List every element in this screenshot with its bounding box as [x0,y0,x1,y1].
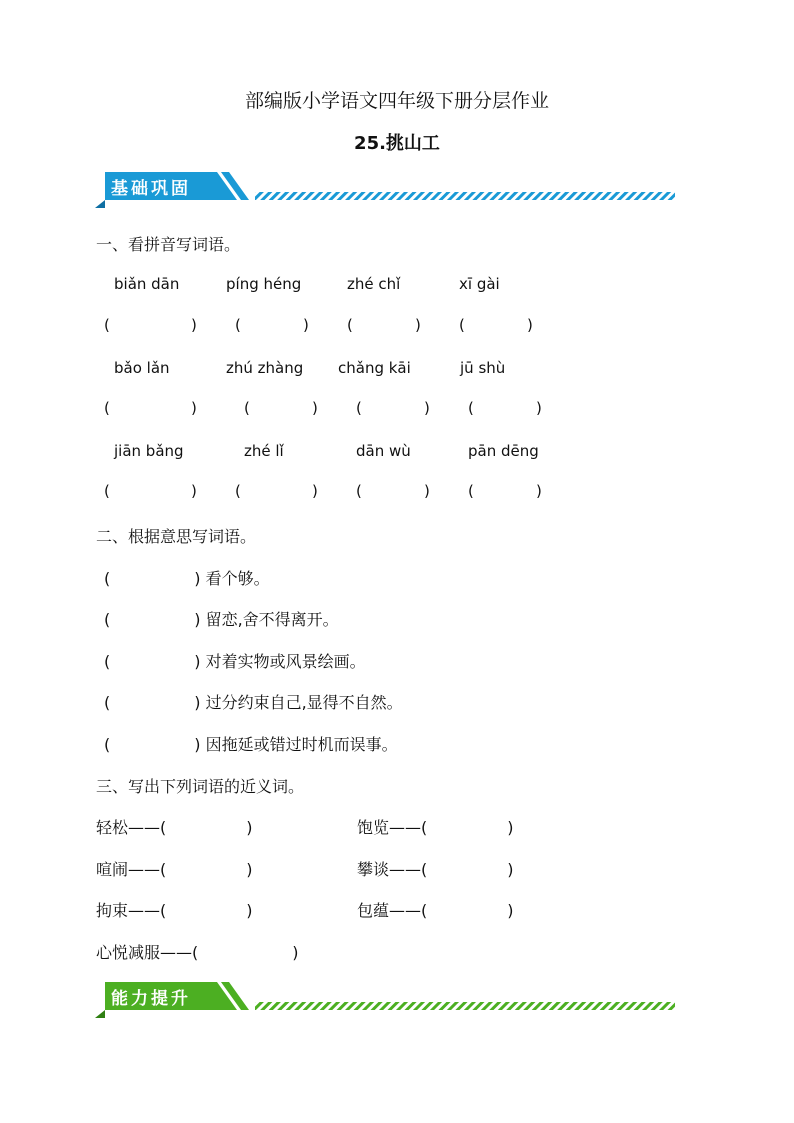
section1-heading: 一、看拼音写词语。 [96,235,241,254]
answer-close: ) [507,860,514,879]
definition-text: 留恋,舍不得离开。 [205,610,339,629]
banner-ability-label: 能力提升 [111,989,191,1009]
pinyin-2-4: jū shù [460,359,506,377]
synonym-left-3 [96,898,253,921]
answer-close-3-2: ) [312,482,318,500]
section-banner-basic [95,170,675,212]
pinyin-3-1: jiān bǎng [114,442,184,460]
section3-heading: 三、写出下列词语的近义词。 [96,777,305,796]
lesson-title: 25.挑山工 [354,133,440,154]
answer-close-2-3: ) [424,399,430,417]
synonym-last [96,940,299,963]
definition-text: 对着实物或风景绘画。 [205,652,366,671]
pinyin-3-3: dān wù [356,442,411,460]
answer-open-1-1: ( [104,316,110,334]
pinyin-2-1: bǎo lǎn [114,359,170,377]
answer-close: ) [246,860,253,879]
answer-open-2-4: ( [468,399,474,417]
synonym-word: 包蕴——( [357,901,428,920]
answer-open-2-3: ( [356,399,362,417]
synonym-right-1 [357,815,514,838]
answer-close: ) [194,652,201,671]
answer-close-3-3: ) [424,482,430,500]
pinyin-1-1: biǎn dān [114,275,180,293]
answer-open-3-2: ( [235,482,241,500]
section-banner-ability [95,980,675,1022]
banner-basic-label: 基础巩固 [111,179,191,199]
synonym-left-2 [96,857,253,880]
answer-open: ( [104,610,111,629]
answer-close: ) [246,818,253,837]
answer-open-3-1: ( [104,482,110,500]
synonym-word: 心悦减服——( [96,943,199,962]
answer-close-1-4: ) [527,316,533,334]
definition-line-1 [104,566,270,589]
answer-close: ) [194,735,201,754]
pinyin-3-2: zhé lǐ [244,442,284,460]
answer-close: ) [194,693,201,712]
pinyin-3-4: pān dēng [468,442,539,460]
answer-open-3-4: ( [468,482,474,500]
synonym-word: 轻松——( [96,818,167,837]
definition-line-5 [104,732,398,755]
answer-open: ( [104,569,111,588]
definition-line-3 [104,649,366,672]
definition-text: 因拖延或错过时机而误事。 [205,735,398,754]
synonym-right-3 [357,898,514,921]
section2-heading: 二、根据意思写词语。 [96,527,257,546]
answer-open-3-3: ( [356,482,362,500]
answer-close: ) [292,943,299,962]
synonym-word: 拘束——( [96,901,167,920]
pinyin-1-3: zhé chǐ [347,275,401,293]
answer-close: ) [194,569,201,588]
answer-close-2-2: ) [312,399,318,417]
answer-open: ( [104,735,111,754]
synonym-right-2 [357,857,514,880]
pinyin-1-2: píng héng [226,275,302,293]
definition-text: 看个够。 [205,569,270,588]
synonym-word: 饱览——( [357,818,428,837]
answer-close: ) [507,901,514,920]
definition-text: 过分约束自己,显得不自然。 [205,693,403,712]
definition-line-2 [104,607,339,630]
pinyin-1-4: xī gài [459,275,500,293]
pinyin-2-2: zhú zhàng [226,359,304,377]
answer-open-2-1: ( [104,399,110,417]
answer-close-3-4: ) [536,482,542,500]
answer-open-1-3: ( [347,316,353,334]
answer-close-2-4: ) [536,399,542,417]
answer-close-1-2: ) [303,316,309,334]
document-title: 部编版小学语文四年级下册分层作业 [244,90,549,112]
pinyin-2-3: chǎng kāi [338,359,411,377]
answer-close-1-3: ) [415,316,421,334]
answer-close-3-1: ) [191,482,197,500]
answer-close: ) [246,901,253,920]
definition-line-4 [104,690,403,713]
answer-close: ) [194,610,201,629]
synonym-left-1 [96,815,253,838]
answer-open: ( [104,652,111,671]
answer-close-2-1: ) [191,399,197,417]
synonym-word: 喧闹——( [96,860,167,879]
answer-open-1-2: ( [235,316,241,334]
synonym-word: 攀谈——( [357,860,428,879]
answer-close: ) [507,818,514,837]
answer-open: ( [104,693,111,712]
answer-close-1-1: ) [191,316,197,334]
answer-open-1-4: ( [459,316,465,334]
answer-open-2-2: ( [244,399,250,417]
